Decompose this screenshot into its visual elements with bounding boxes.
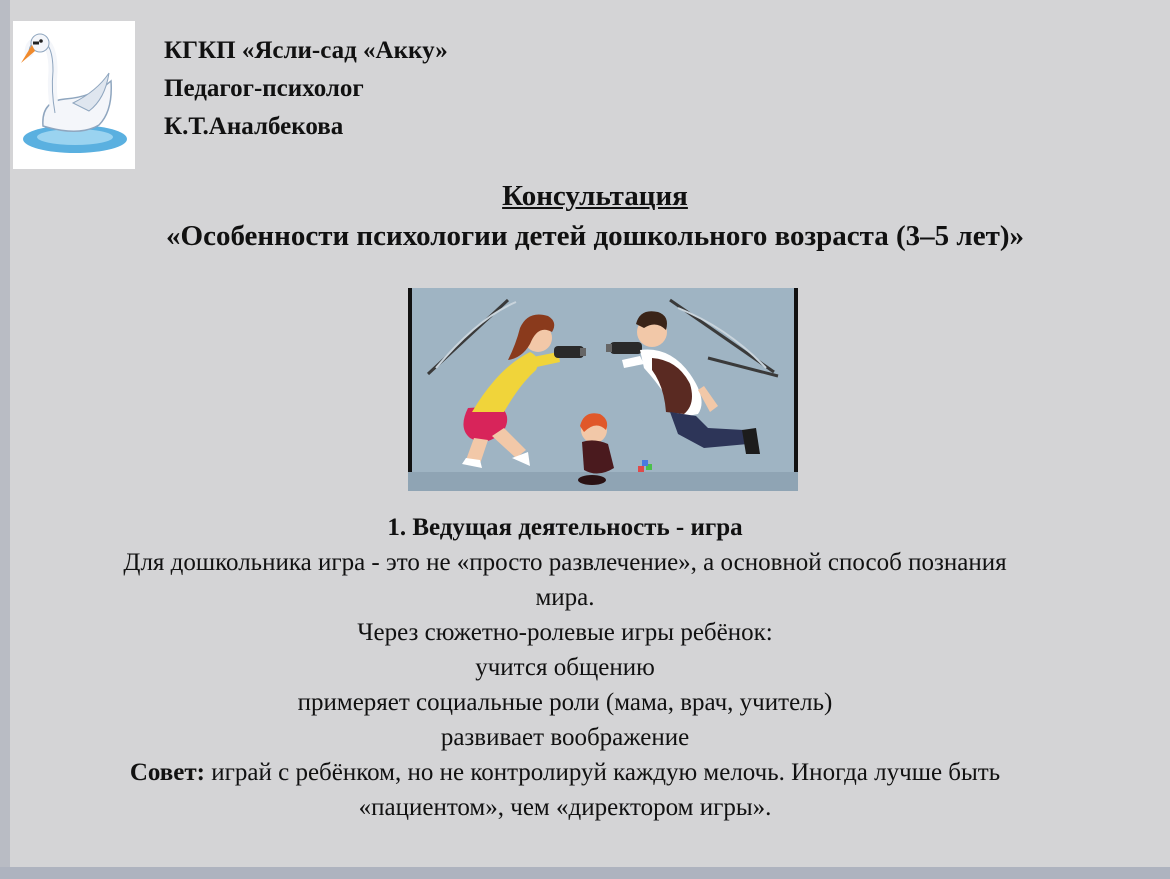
author-name: К.Т.Аналбекова: [164, 113, 344, 140]
advice-line-2: «пациентом», чем «директором игры».: [358, 794, 772, 821]
swan-logo: [13, 21, 135, 169]
role: Педагог-психолог: [164, 75, 364, 102]
illustration-image: [408, 288, 798, 491]
text-line: мира.: [535, 584, 595, 611]
page-bottom-edge: [0, 867, 1170, 879]
section-heading: 1. Ведущая деятельность - игра: [387, 514, 743, 541]
text-line: Для дошкольника игра - это не «просто развлечение», а основной способ познания: [123, 549, 1007, 576]
advice-line: [0, 755, 1130, 790]
parents-with-binoculars-illustration: [408, 288, 798, 491]
document-title: Консультация: [502, 180, 688, 212]
org-name: КГКП «Ясли-сад «Акку»: [164, 37, 448, 64]
text-line: учится общению: [475, 654, 655, 681]
header-block: [164, 32, 448, 146]
text-line: Через сюжетно-ролевые игры ребёнок:: [357, 619, 773, 646]
text-line: примеряет социальные роли (мама, врач, учитель): [297, 689, 833, 716]
text-line: развивает воображение: [440, 724, 690, 751]
advice-label: Совет:: [129, 759, 205, 786]
swan-icon: [13, 21, 135, 169]
section-play: [0, 510, 1130, 825]
advice-text: играй с ребёнком, но не контролируй каждую мелочь. Иногда лучше быть: [205, 759, 1001, 786]
document-subtitle: «Особенности психологии детей дошкольного возраста (3–5 лет)»: [166, 220, 1024, 252]
